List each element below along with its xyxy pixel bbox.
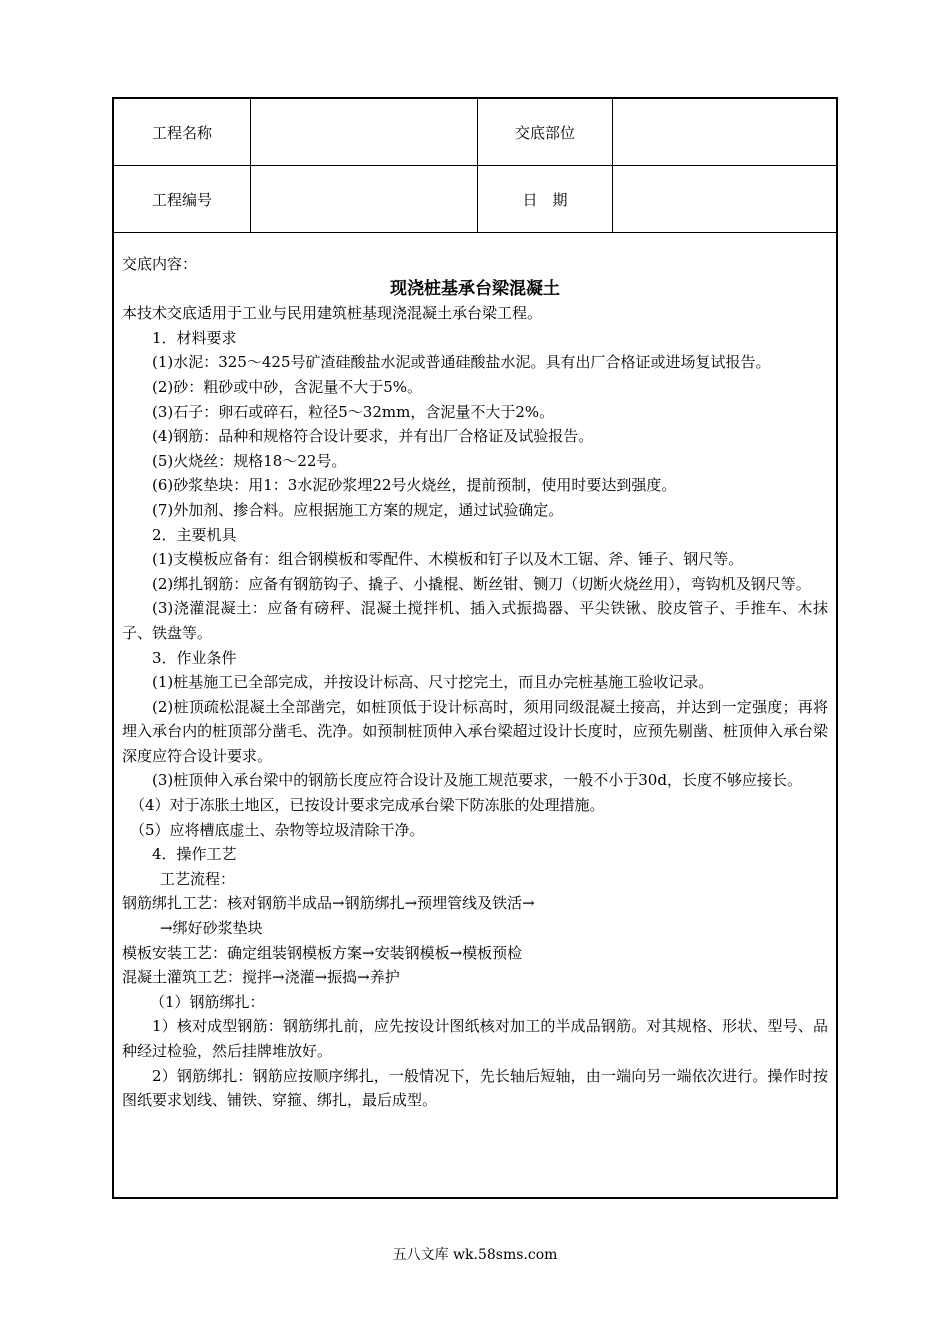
paragraph: 本技术交底适用于工业与民用建筑桩基现浇混凝土承台梁工程。 — [122, 304, 543, 323]
footer-site: 五八文库 wk.58sms.com — [392, 1247, 558, 1263]
date-value — [613, 166, 838, 232]
paragraph: （4）对于冻胀土地区，已按设计要求完成承台梁下防冻胀的处理措施。 — [130, 796, 605, 815]
paragraph: 1）核对成型钢筋：钢筋绑扎前，应先按设计图纸核对加工的半成品钢筋。对其规格、形状、型号、品种经过检验，然后挂牌堆放好。 — [122, 1017, 828, 1060]
project-number-value — [251, 166, 478, 232]
header-row-1 — [114, 99, 836, 166]
handover-part-value — [613, 99, 838, 165]
paragraph: (2)绑扎钢筋：应备有钢筋钩子、撬子、小撬棍、断丝钳、铡刀（切断火烧丝用），弯钩机及钢尺等。 — [152, 574, 811, 593]
paragraph: (6)砂浆垫块：用1：3水泥砂浆埋22号火烧丝，提前预制，使用时要达到强度。 — [152, 476, 677, 495]
handover-part-label: 交底部位 — [478, 99, 613, 165]
handover-sheet — [112, 97, 838, 1199]
paragraph: (7)外加剂、掺合料。应根据施工方案的规定，通过试验确定。 — [152, 500, 564, 519]
paragraph: （5）应将槽底虚土、杂物等垃圾清除干净。 — [130, 820, 425, 839]
paragraph: (5)火烧丝：规格18～22号。 — [152, 451, 347, 470]
process-flow: 模板安装工艺：确定组装钢模板方案→安装钢模板→模板预检 — [122, 943, 523, 962]
process-flow: →绑好砂浆垫块 — [160, 919, 263, 938]
intro-label: 交底内容： — [122, 255, 198, 273]
paragraph: 工艺流程： — [160, 869, 236, 888]
document-title: 现浇桩基承台梁混凝土 — [390, 278, 560, 299]
project-name-label: 工程名称 — [114, 99, 251, 165]
handover-content — [114, 233, 836, 1113]
paragraph: (3)桩顶伸入承台梁中的钢筋长度应符合设计及施工规范要求，一般不小于30d，长度不够应接长。 — [152, 771, 802, 790]
sub-heading: （1）钢筋绑扎： — [150, 992, 265, 1011]
paragraph: (3)浇灌混凝土：应备有磅秤、混凝土搅拌机、插入式振捣器、平尖铁锹、胶皮管子、手推车、木抹子、铁盘等。 — [122, 599, 828, 642]
paragraph: 2）钢筋绑扎：钢筋应按顺序绑扎，一般情况下，先长轴后短轴，由一端向另一端依次进行。操作时按图纸要求划线、铺铁、穿箍、绑扎，最后成型。 — [122, 1066, 828, 1110]
paragraph: (2)桩顶疏松混凝土全部凿完，如桩顶低于设计标高时，须用同级混凝土接高，并达到一定强度；再将埋入承台内的桩顶部分凿毛、洗净。如预制桩顶伸入承台梁超过设计长度时，应预先剔凿、桩顶伸入承台梁深度应符合设计要求。 — [122, 697, 828, 765]
paragraph: (4)钢筋：品种和规格符合设计要求，并有出厂合格证及试验报告。 — [152, 427, 594, 446]
project-number-label: 工程编号 — [114, 166, 251, 232]
paragraph: (1)支模板应备有：组合钢模板和零配件、木模板和钉子以及木工锯、斧、锤子、钢尺等。 — [152, 550, 744, 569]
section-heading: 4．操作工艺 — [152, 845, 237, 864]
section-heading: 3．作业条件 — [152, 648, 237, 667]
paragraph: (3)石子：卵石或碎石，粒径5～32mm，含泥量不大于2%。 — [152, 402, 555, 421]
project-name-value — [251, 99, 478, 165]
paragraph: (1)桩基施工已全部完成，并按设计标高、尺寸挖完土，而且办完桩基施工验收记录。 — [152, 673, 714, 692]
date-label: 日 期 — [478, 166, 613, 232]
paragraph: (2)砂：粗砂或中砂，含泥量不大于5%。 — [152, 377, 423, 396]
process-flow: 钢筋绑扎工艺：核对钢筋半成品→钢筋绑扎→预埋管线及铁活→ — [122, 894, 535, 913]
section-heading: 2．主要机具 — [152, 525, 237, 544]
header-row-2 — [114, 166, 836, 233]
paragraph: (1)水泥：325～425号矿渣硅酸盐水泥或普通硅酸盐水泥。具有出厂合格证或进场复试报告。 — [152, 353, 771, 372]
section-heading: 1．材料要求 — [152, 328, 237, 347]
process-flow: 混凝土灌筑工艺：搅拌→浇灌→振捣→养护 — [122, 968, 400, 987]
